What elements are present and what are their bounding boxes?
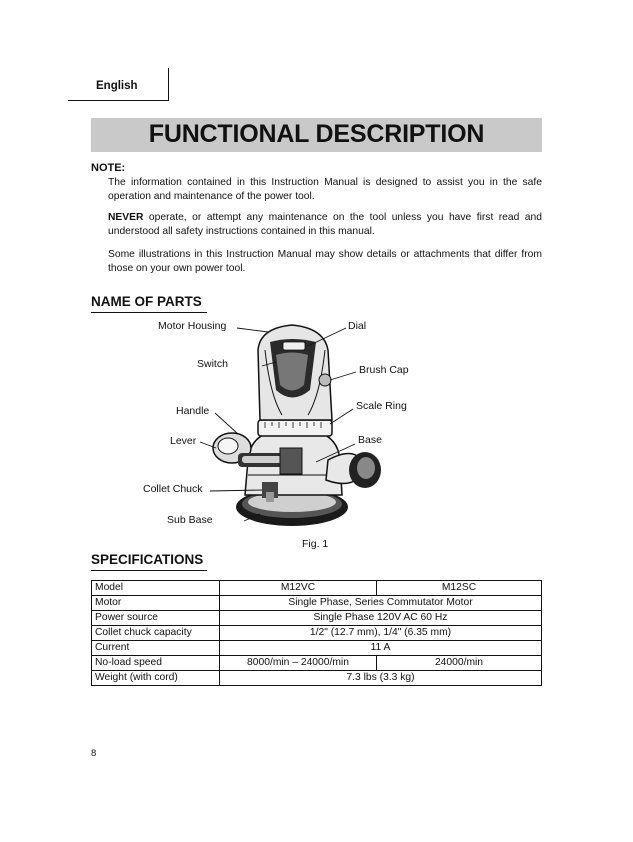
note-paragraph-2-text: operate, or attempt any maintenance on the tool unless you have first read and understood all safety instructions contained in this manual. (108, 212, 542, 237)
page-number: 8 (91, 748, 97, 759)
spec-label: Model (92, 581, 220, 596)
title-band (91, 118, 542, 152)
language-tab (68, 68, 169, 101)
specifications-heading: SPECIFICATIONS (91, 552, 207, 571)
spec-value: 11 A (220, 641, 542, 656)
table-row (92, 611, 542, 626)
label-base: Base (358, 434, 382, 446)
table-row (92, 581, 542, 596)
note-paragraph-1: The information contained in this Instruction Manual is designed to assist you in the safe operation and maintenance of the power tool. (108, 177, 542, 202)
note-label: NOTE: (91, 162, 126, 174)
spec-label: No-load speed (92, 656, 220, 671)
spec-value: Single Phase 120V AC 60 Hz (220, 611, 542, 626)
router-illustration (120, 310, 540, 542)
label-switch: Switch (197, 358, 228, 370)
note-never-emphasis: NEVER (108, 212, 144, 223)
spec-value: M12SC (377, 581, 542, 596)
spec-value: 8000/min – 24000/min (220, 656, 377, 671)
name-of-parts-heading: NAME OF PARTS (91, 294, 207, 313)
figure-caption: Fig. 1 (302, 538, 329, 550)
table-row (92, 671, 542, 686)
spec-value: 7.3 lbs (3.3 kg) (220, 671, 542, 686)
spec-label: Motor (92, 596, 220, 611)
page-title: FUNCTIONAL DESCRIPTION (148, 120, 485, 148)
label-scale-ring: Scale Ring (356, 400, 407, 412)
spec-label: Weight (with cord) (92, 671, 220, 686)
table-row (92, 626, 542, 641)
spec-value: Single Phase, Series Commutator Motor (220, 596, 542, 611)
label-motor-housing: Motor Housing (158, 320, 227, 332)
spec-value: M12VC (220, 581, 377, 596)
spec-label: Power source (92, 611, 220, 626)
specifications-table (91, 580, 542, 686)
label-lever: Lever (170, 435, 197, 447)
router-figure (120, 310, 540, 542)
table-row (92, 656, 542, 671)
spec-value: 1/2" (12.7 mm), 1/4" (6.35 mm) (220, 626, 542, 641)
label-sub-base: Sub Base (167, 514, 213, 526)
label-dial: Dial (348, 320, 367, 332)
label-handle: Handle (176, 405, 210, 417)
note-paragraph-3: Some illustrations in this Instruction Manual may show details or attachments that differ from those on your own power tool. (108, 249, 542, 274)
table-row (92, 641, 542, 656)
label-brush-cap: Brush Cap (359, 364, 409, 376)
note-paragraph-2 (108, 211, 542, 238)
spec-label: Current (92, 641, 220, 656)
table-row (92, 596, 542, 611)
spec-value: 24000/min (377, 656, 542, 671)
spec-label: Collet chuck capacity (92, 626, 220, 641)
language-label: English (96, 80, 138, 92)
label-collet-chuck: Collet Chuck (143, 483, 203, 495)
